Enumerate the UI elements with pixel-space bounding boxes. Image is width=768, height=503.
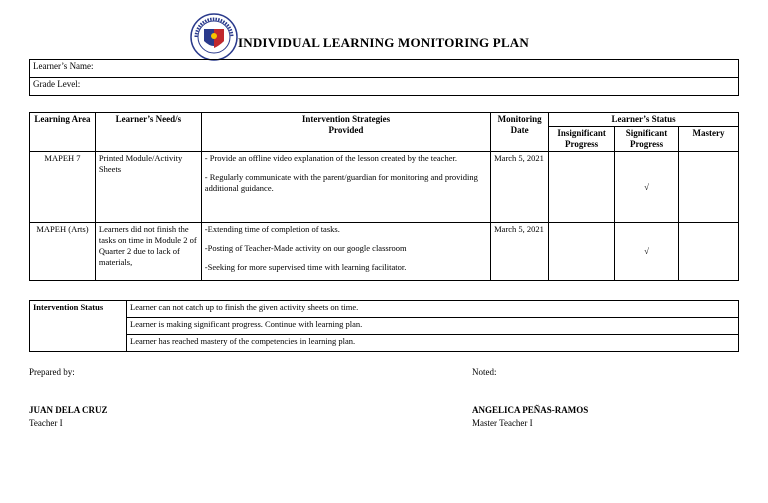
header-insignificant: Insignificant Progress	[549, 127, 615, 152]
header-status: Learner’s Status	[549, 113, 739, 127]
header-learning-area: Learning Area	[30, 113, 96, 152]
table-row	[30, 223, 739, 281]
header-strategies	[201, 113, 490, 152]
noted-title: Master Teacher I	[472, 418, 533, 428]
grade-level-field[interactable]: Grade Level:	[30, 78, 739, 96]
monitoring-table	[29, 112, 739, 281]
header-strategies-line2: Provided	[328, 125, 364, 135]
prepared-name: JUAN DELA CRUZ	[29, 405, 108, 415]
noted-name: ANGELICA PEÑAS-RAMOS	[472, 405, 589, 415]
intervention-status-table	[29, 300, 739, 352]
prepared-title: Teacher I	[29, 418, 63, 428]
header-monitoring-date: Monitoring Date	[491, 113, 549, 152]
strategy-item: -Posting of Teacher-Made activity on our google classroom	[204, 243, 407, 253]
cell-mastery	[679, 152, 739, 223]
table-row	[30, 152, 739, 223]
strategy-item: - Provide an offline video explanation of the lesson created by the teacher.	[204, 153, 457, 163]
learner-info-table	[29, 59, 739, 96]
cell-date: March 5, 2021	[491, 223, 549, 281]
strategy-item: -Seeking for more supervised time with learning facilitator.	[204, 262, 407, 272]
prepared-by-label: Prepared by:	[29, 367, 75, 377]
page-title: INDIVIDUAL LEARNING MONITORING PLAN	[238, 35, 529, 50]
status-item: Learner can not catch up to finish the given activity sheets on time.	[127, 301, 739, 318]
status-item: Learner has reached mastery of the competencies in learning plan.	[127, 335, 739, 352]
cell-area: MAPEH (Arts)	[30, 223, 96, 281]
cell-mastery	[679, 223, 739, 281]
check-mark: √	[615, 223, 679, 281]
header-significant: Significant Progress	[615, 127, 679, 152]
cell-insignificant	[549, 223, 615, 281]
cell-date: March 5, 2021	[491, 152, 549, 223]
learner-name-field[interactable]: Learner’s Name:	[30, 60, 739, 78]
cell-insignificant	[549, 152, 615, 223]
cell-strategies	[201, 223, 490, 281]
strategy-item: -Extending time of completion of tasks.	[204, 224, 340, 234]
cell-strategies	[201, 152, 490, 223]
header-strategies-line1: Intervention Strategies	[301, 114, 391, 124]
deped-seal-logo	[190, 13, 238, 61]
cell-needs: Printed Module/Activity Sheets	[95, 152, 201, 223]
check-mark: √	[615, 152, 679, 223]
cell-needs: Learners did not finish the tasks on time in Module 2 of Quarter 2 due to lack of materials,	[95, 223, 201, 281]
header-mastery: Mastery	[679, 127, 739, 152]
header-needs: Learner’s Need/s	[95, 113, 201, 152]
intervention-status-label: Intervention Status	[30, 301, 127, 352]
strategy-item: - Regularly communicate with the parent/guardian for monitoring and providing additional guidance.	[204, 172, 478, 193]
cell-area: MAPEH 7	[30, 152, 96, 223]
status-item: Learner is making significant progress. Continue with learning plan.	[127, 318, 739, 335]
noted-label: Noted:	[472, 367, 497, 377]
